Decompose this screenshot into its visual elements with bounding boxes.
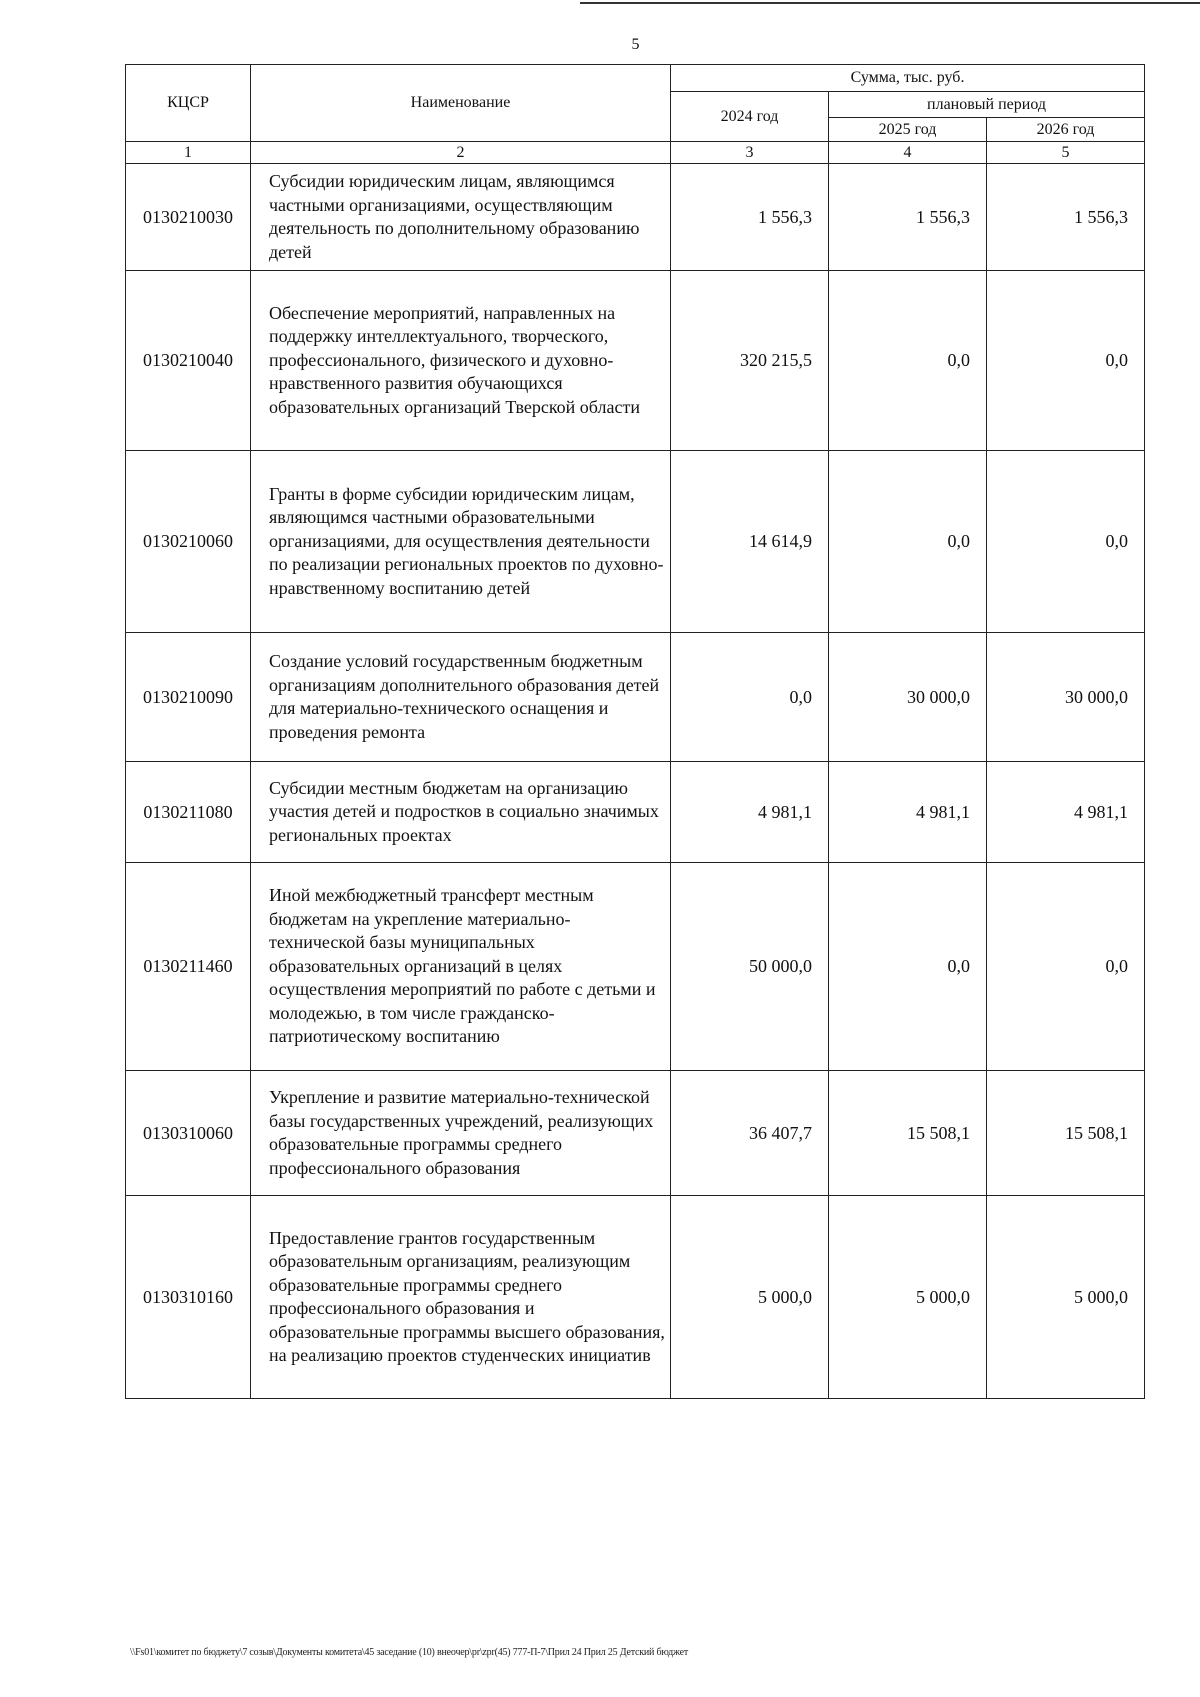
top-edge-line <box>580 2 1200 4</box>
row-value-2026: 4 981,1 <box>987 762 1145 863</box>
header-year-2024: 2024 год <box>671 92 829 142</box>
col-number-2: 2 <box>251 142 671 164</box>
table-row <box>126 451 1145 633</box>
footer-file-path: \\Fs01\комитет по бюджету\7 созыв\Документы комитета\45 заседание (10) внеочер\pr\zpr(45) 777-П-7\Прил 24 Прил 25 Детский бюджет <box>130 1647 689 1658</box>
col-number-3: 3 <box>671 142 829 164</box>
budget-table <box>125 64 1145 1399</box>
row-value-2025: 30 000,0 <box>829 633 987 762</box>
row-code: 0130210090 <box>126 633 251 762</box>
row-value-2024: 50 000,0 <box>671 863 829 1071</box>
row-value-2024: 0,0 <box>671 633 829 762</box>
row-value-2026: 0,0 <box>987 863 1145 1071</box>
row-value-2024: 36 407,7 <box>671 1071 829 1196</box>
row-code: 0130211460 <box>126 863 251 1071</box>
row-value-2026: 5 000,0 <box>987 1196 1145 1399</box>
header-year-2025: 2025 год <box>829 118 987 142</box>
row-name: Субсидии юридическим лицам, являющимся частными организациями, осуществляющим деятельность по дополнительному образованию детей <box>251 164 671 271</box>
header-name: Наименование <box>251 65 671 142</box>
table-row <box>126 1071 1145 1196</box>
row-value-2024: 14 614,9 <box>671 451 829 633</box>
row-value-2025: 1 556,3 <box>829 164 987 271</box>
row-name: Создание условий государственным бюджетным организациям дополнительного образования детей для материально-технического оснащения и проведения ремонта <box>251 633 671 762</box>
header-year-2026: 2026 год <box>987 118 1145 142</box>
col-number-1: 1 <box>126 142 251 164</box>
row-value-2025: 0,0 <box>829 271 987 451</box>
row-value-2026: 0,0 <box>987 451 1145 633</box>
row-code: 0130210060 <box>126 451 251 633</box>
row-name: Обеспечение мероприятий, направленных на поддержку интеллектуального, творческого, профессионального, физического и духовно-нравственного развития обучающихся образовательных организаций Тверской области <box>251 271 671 451</box>
col-number-5: 5 <box>987 142 1145 164</box>
table-row <box>126 863 1145 1071</box>
row-value-2025: 0,0 <box>829 451 987 633</box>
row-code: 0130210040 <box>126 271 251 451</box>
col-number-4: 4 <box>829 142 987 164</box>
table-row <box>126 164 1145 271</box>
row-code: 0130210030 <box>126 164 251 271</box>
row-value-2025: 4 981,1 <box>829 762 987 863</box>
row-value-2026: 15 508,1 <box>987 1071 1145 1196</box>
row-value-2026: 0,0 <box>987 271 1145 451</box>
row-code: 0130310060 <box>126 1071 251 1196</box>
row-value-2024: 5 000,0 <box>671 1196 829 1399</box>
table-row <box>126 271 1145 451</box>
row-value-2026: 30 000,0 <box>987 633 1145 762</box>
row-name: Субсидии местным бюджетам на организацию участия детей и подростков в социально значимых региональных проектах <box>251 762 671 863</box>
table-row <box>126 1196 1145 1399</box>
page-number: 5 <box>631 36 640 53</box>
header-planning-period: плановый период <box>829 92 1145 118</box>
row-name: Гранты в форме субсидии юридическим лицам, являющимся частными образовательными организациями, для осуществления деятельности по реализации региональных проектов по духовно-нравственному воспитанию детей <box>251 451 671 633</box>
row-value-2024: 320 215,5 <box>671 271 829 451</box>
header-sum: Сумма, тыс. руб. <box>671 65 1145 92</box>
row-value-2026: 1 556,3 <box>987 164 1145 271</box>
row-value-2024: 4 981,1 <box>671 762 829 863</box>
row-name: Предоставление грантов государственным образовательным организациям, реализующим образовательные программы среднего профессионального образования и образовательные программы высшего образования, на реализацию проектов студенческих инициатив <box>251 1196 671 1399</box>
table-row <box>126 762 1145 863</box>
row-value-2024: 1 556,3 <box>671 164 829 271</box>
row-code: 0130310160 <box>126 1196 251 1399</box>
row-value-2025: 5 000,0 <box>829 1196 987 1399</box>
row-name: Иной межбюджетный трансферт местным бюджетам на укрепление материально-технической базы муниципальных образовательных организаций в целях осуществления мероприятий по работе с детьми и молодежью, в том числе гражданско-патриотическому воспитанию <box>251 863 671 1071</box>
row-name: Укрепление и развитие материально-технической базы государственных учреждений, реализующих образовательные программы среднего профессионального образования <box>251 1071 671 1196</box>
row-value-2025: 0,0 <box>829 863 987 1071</box>
table-row <box>126 633 1145 762</box>
header-code: КЦСР <box>126 65 251 142</box>
row-value-2025: 15 508,1 <box>829 1071 987 1196</box>
row-code: 0130211080 <box>126 762 251 863</box>
